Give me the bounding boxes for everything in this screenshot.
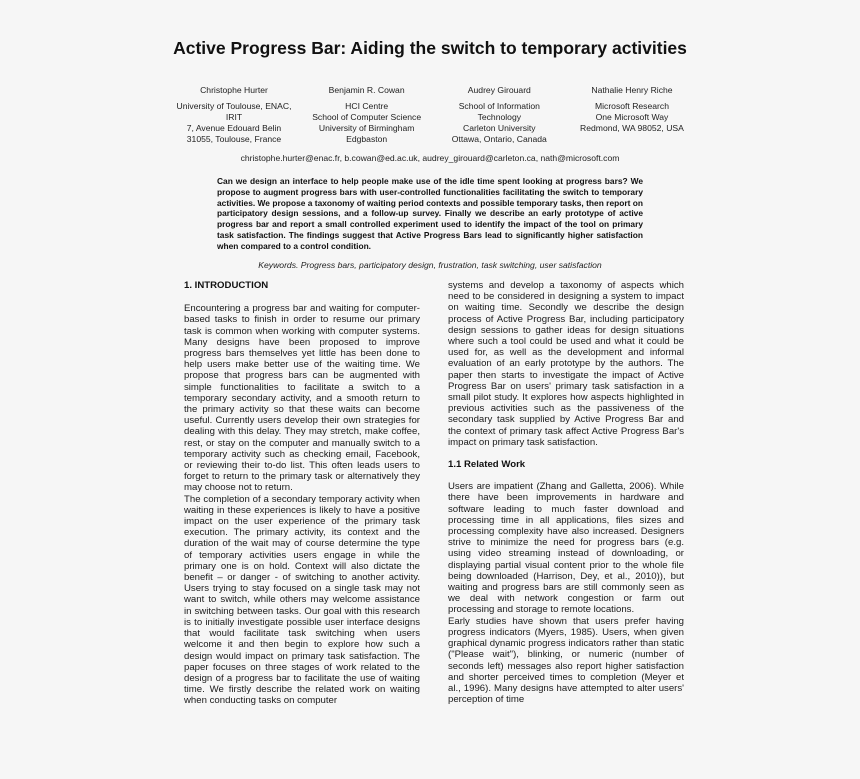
body-paragraph: Encountering a progress bar and waiting for computer-based tasks to finish in order to resume our primary task is common when working with computer systems. Many designs have been proposed to improve progress bars themselves yet little has been done to help users make better use of the waiting time. We propose that progress bars can be augmented with simple functionalities to facilitate a switch to a temporary secondary activity, and a smooth return to the primary activity so that these waits can become useful. Currently users develop their own strategies for dealing with this delay. They may stretch, make coffee, rest, or stay on the computer and manually switch to a temporary activity such as checking email, Facebook, or reviewing their to-do list. This often leads users to forget to return to the primary task or alternatively they may choose not to return. [184, 303, 420, 494]
paper-title: Active Progress Bar: Aiding the switch to temporary activities [173, 38, 687, 58]
right-column [448, 280, 684, 705]
affiliation-line: Technology [477, 112, 522, 122]
affiliation-line: Carleton University [463, 123, 536, 133]
affiliation-line: Microsoft Research [594, 101, 669, 111]
keywords: Keywords. Progress bars, participatory design, frustration, task switching, user satisfaction [258, 260, 602, 270]
body-paragraph: The completion of a secondary temporary activity when waiting in these experiences is likely to have a positive impact on the user experience of the primary task execution. The primary activity, its context and the duration of the wait may of course determine the type of temporary activities users engage in while the primary one is on hold. Context will also dictate the benefit – or danger - of switching to another activity. Users trying to stay focused on a single task may not want to switch, while others may welcome assistance in switching between tasks. Our goal with this research is to initially investigate possible user interface designs that would facilitate task switching when users welcome it and then begin to explore how such a design would impact on primary task satisfaction. The paper focuses on three stages of work related to the design of a progress bar to facilitate the use of waiting time. We firstly describe the related work on waiting when conducting tasks on computer [184, 493, 420, 707]
affiliation-line: Ottawa, Ontario, Canada [451, 134, 547, 144]
affiliation-line: IRIT [225, 112, 243, 122]
affiliation-line: Edgbaston [346, 134, 388, 144]
affiliation-line: School of Computer Science [312, 112, 422, 122]
author-4 [566, 85, 698, 145]
body-paragraph: systems and develop a taxonomy of aspects which need to be considered in designing a system to impact on waiting time. Secondly we describe the design process of Active Progress Bar, including participatory design sessions to gather ideas for design situations where such a tool could be used and what it could be used for, as well as the development and informal evaluation of an early prototype by the authors. The paper then starts to investigate the impact of Active Progress Bar on users' primary task satisfaction in a small pilot study. It explores how aspects highlighted in previous activities such as the passiveness of the secondary task supplied by Active Progress Bar and the context of primary task affect Active Progress Bar's impact on primary task satisfaction. [448, 280, 684, 448]
abstract: Can we design an interface to help people make use of the idle time spent looking at progress bars? We propose to augment progress bars with user-controlled functionalities facilitating the switch to temporary activities. We propose a taxonomy of waiting period contexts and possible temporary tasks, then report on participatory design sessions, and a follow-up survey. Finally we describe an early prototype of active progress bar and report a small controlled experiment used to identify the impact of the tool on primary task satisfaction. The findings suggest that Active Progress Bars lead to significantly higher satisfaction when compared to a control condition. [217, 176, 643, 251]
left-column [184, 280, 420, 707]
author-3 [433, 85, 565, 145]
author-block [168, 85, 698, 145]
author-name: Christophe Hurter [200, 85, 268, 95]
author-name: Nathalie Henry Riche [591, 85, 673, 95]
affiliation-line: University of Toulouse, ENAC, [176, 101, 292, 111]
author-emails: christophe.hurter@enac.fr, b.cowan@ed.ac.uk, audrey_girouard@carleton.ca, nath@microsoft.com [240, 153, 620, 163]
affiliation-line: University of Birmingham [318, 123, 415, 133]
affiliation-line: One Microsoft Way [595, 112, 669, 122]
body-paragraph: Early studies have shown that users prefer having progress indicators (Myers, 1985). Users, when given graphical dynamic progress indicators rather than static ("Please wait"), blinking, or numeric (number of seconds left) messages also report higher satisfaction and shorter perceived times to completion (Meyer et al., 1996). Many designs have attempted to alter users' perception of time [448, 615, 684, 706]
section-heading-introduction: 1. INTRODUCTION [184, 280, 269, 291]
body-paragraph: Users are impatient (Zhang and Galletta, 2006). While there have been improvements in hardware and software leading to much faster download and processing time in all applications, files sizes and processing complexity have also increased. Designers strive to minimize the need for progress bars (e.g. using video streaming instead of downloading, or displaying partial visual content prior to the whole file being downloaded (Harrison, Dey, et al., 2010)), but waiting and progress bars are still commonly seen as we deal with network congestion or farm out processing and storage to remote locations. [448, 481, 684, 616]
affiliation-line: HCI Centre [345, 101, 389, 111]
section-heading-related-work: 1.1 Related Work [448, 459, 526, 471]
author-name: Benjamin R. Cowan [328, 85, 405, 95]
author-2 [301, 85, 433, 145]
affiliation-line: Redmond, WA 98052, USA [580, 123, 684, 133]
affiliation-line: 7, Avenue Edouard Belin [186, 123, 282, 133]
author-1 [168, 85, 300, 145]
affiliation-line: 31055, Toulouse, France [186, 134, 282, 144]
affiliation-line: School of Information [458, 101, 540, 111]
author-name: Audrey Girouard [467, 85, 531, 95]
